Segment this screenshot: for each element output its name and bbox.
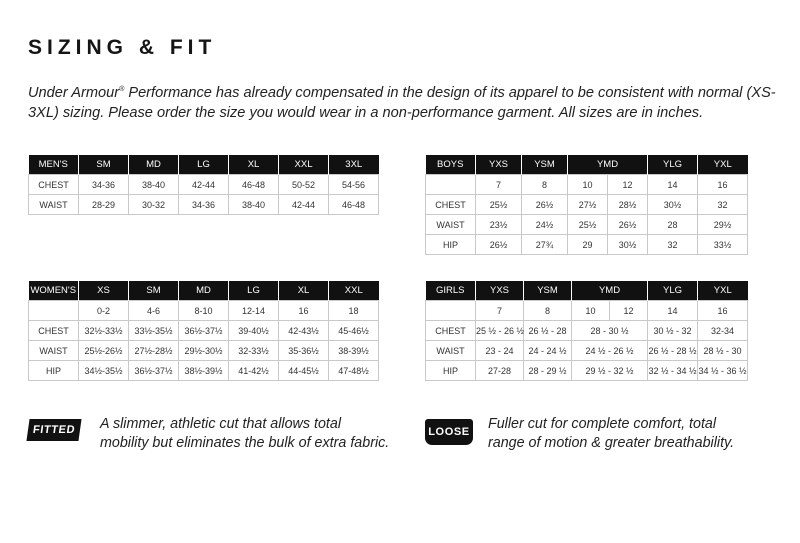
table-cell: 26 ½ - 28 xyxy=(524,321,572,341)
table-cell: 14 xyxy=(648,175,698,195)
boys-header-label: BOYS xyxy=(426,155,476,175)
girls-header-size: YXS xyxy=(476,281,524,301)
row-label: HIP xyxy=(426,361,476,381)
table-row xyxy=(426,175,748,195)
table-cell: 24½ xyxy=(522,215,568,235)
boys-header-size: YMD xyxy=(568,155,648,175)
table-cell: 38-39½ xyxy=(329,341,379,361)
loose-description-line: range of motion & greater breathability. xyxy=(488,435,735,451)
mens-header-size: SM xyxy=(79,155,129,175)
table-cell: 26½ xyxy=(608,215,648,235)
table-cell: 8 xyxy=(524,301,572,321)
fitted-badge: FITTED xyxy=(26,419,81,441)
table-cell: 4-6 xyxy=(129,301,179,321)
girls-size-table xyxy=(425,281,748,381)
registered-mark: ® xyxy=(119,86,125,93)
table-row xyxy=(29,301,379,321)
table-cell: 45-46½ xyxy=(329,321,379,341)
table-cell: 29 ½ - 32 ½ xyxy=(572,361,648,381)
table-row xyxy=(426,321,748,341)
table-cell: 27½-28½ xyxy=(129,341,179,361)
table-cell: 14 xyxy=(648,301,698,321)
table-cell: 27½ xyxy=(568,195,608,215)
row-label xyxy=(426,301,476,321)
table-row xyxy=(29,195,379,215)
table-cell: 42-44 xyxy=(179,175,229,195)
table-cell: 32 ½ - 34 ½ xyxy=(648,361,698,381)
girls-header-size: YMD xyxy=(572,281,648,301)
table-cell: 33½ xyxy=(698,235,748,255)
table-cell: 8-10 xyxy=(179,301,229,321)
table-cell: 34-36 xyxy=(179,195,229,215)
table-cell: 34-36 xyxy=(79,175,129,195)
table-cell: 16 xyxy=(698,301,748,321)
table-cell: 29½-30½ xyxy=(179,341,229,361)
table-cell: 12-14 xyxy=(229,301,279,321)
table-cell: 25 ½ - 26 ½ xyxy=(476,321,524,341)
boys-header-size: YLG xyxy=(648,155,698,175)
womens-header-row xyxy=(29,281,379,301)
boys-header-size: YSM xyxy=(522,155,568,175)
table-cell: 46-48 xyxy=(229,175,279,195)
table-row xyxy=(426,361,748,381)
table-cell: 25½ xyxy=(568,215,608,235)
table-cell: 25½ xyxy=(476,195,522,215)
table-cell: 12 xyxy=(610,301,648,321)
table-cell: 23 - 24 xyxy=(476,341,524,361)
fitted-description xyxy=(100,415,410,453)
table-cell: 10 xyxy=(572,301,610,321)
womens-header-size: LG xyxy=(229,281,279,301)
table-cell: 7 xyxy=(476,175,522,195)
table-row xyxy=(426,215,748,235)
intro-text: Performance has already compensated in the design of its apparel to be consistent with normal (XS-3XL) sizing. Please order the size you would wear in a non-performance garment. All sizes are in inches. xyxy=(28,84,776,121)
mens-header-size: LG xyxy=(179,155,229,175)
table-cell: 24 ½ - 26 ½ xyxy=(572,341,648,361)
table-row xyxy=(426,235,748,255)
girls-header-row xyxy=(426,281,748,301)
womens-header-size: XS xyxy=(79,281,129,301)
womens-header-label: WOMEN'S xyxy=(29,281,79,301)
table-cell: 26½ xyxy=(522,195,568,215)
table-cell: 12 xyxy=(608,175,648,195)
womens-header-size: MD xyxy=(179,281,229,301)
row-label: CHEST xyxy=(29,175,79,195)
row-label: WAIST xyxy=(29,195,79,215)
womens-header-size: SM xyxy=(129,281,179,301)
table-cell: 28 ½ - 30 xyxy=(698,341,748,361)
girls-header-size: YLG xyxy=(648,281,698,301)
table-cell: 34 ½ - 36 ½ xyxy=(698,361,748,381)
page-title: SIZING & FIT xyxy=(28,36,217,59)
table-cell: 42-44 xyxy=(279,195,329,215)
table-cell: 0-2 xyxy=(79,301,129,321)
table-row xyxy=(29,361,379,381)
table-cell: 28 - 30 ½ xyxy=(572,321,648,341)
table-cell: 10 xyxy=(568,175,608,195)
row-label: CHEST xyxy=(426,195,476,215)
table-cell: 16 xyxy=(279,301,329,321)
boys-size-table xyxy=(425,155,748,255)
table-cell: 27-28 xyxy=(476,361,524,381)
table-cell: 42-43½ xyxy=(279,321,329,341)
table-cell: 25½-26½ xyxy=(79,341,129,361)
table-cell: 38-40 xyxy=(229,195,279,215)
brand-name: Under Armour xyxy=(28,84,120,101)
table-cell: 50-52 xyxy=(279,175,329,195)
womens-header-size: XXL xyxy=(329,281,379,301)
boys-header-size: YXL xyxy=(698,155,748,175)
table-cell: 38½-39½ xyxy=(179,361,229,381)
mens-header-size: MD xyxy=(129,155,179,175)
table-cell: 36½-37½ xyxy=(129,361,179,381)
loose-badge: LOOSE xyxy=(425,419,473,445)
table-cell: 30½ xyxy=(648,195,698,215)
table-cell: 32 xyxy=(648,235,698,255)
table-cell: 26½ xyxy=(476,235,522,255)
table-cell: 24 - 24 ½ xyxy=(524,341,572,361)
table-cell: 23½ xyxy=(476,215,522,235)
row-label: HIP xyxy=(426,235,476,255)
row-label: WAIST xyxy=(29,341,79,361)
girls-header-size: YXL xyxy=(698,281,748,301)
loose-description xyxy=(488,415,788,453)
table-cell: 30 ½ - 32 xyxy=(648,321,698,341)
table-cell: 27¾ xyxy=(522,235,568,255)
table-cell: 28 - 29 ½ xyxy=(524,361,572,381)
table-cell: 46-48 xyxy=(329,195,379,215)
table-cell: 26 ½ - 28 ½ xyxy=(648,341,698,361)
row-label: CHEST xyxy=(426,321,476,341)
fitted-description-line: A slimmer, athletic cut that allows total xyxy=(100,416,342,432)
mens-header-label: MEN'S xyxy=(29,155,79,175)
table-row xyxy=(29,341,379,361)
table-cell: 54-56 xyxy=(329,175,379,195)
table-cell: 28 xyxy=(648,215,698,235)
womens-size-table xyxy=(28,281,379,381)
table-row xyxy=(29,175,379,195)
table-cell: 32-33½ xyxy=(229,341,279,361)
mens-header-size: XL xyxy=(229,155,279,175)
girls-header-label: GIRLS xyxy=(426,281,476,301)
table-cell: 39-40½ xyxy=(229,321,279,341)
intro-paragraph xyxy=(28,80,788,123)
mens-header-size: XXL xyxy=(279,155,329,175)
table-cell: 47-48½ xyxy=(329,361,379,381)
mens-header-row xyxy=(29,155,379,175)
table-cell: 29 xyxy=(568,235,608,255)
table-cell: 28-29 xyxy=(79,195,129,215)
row-label xyxy=(29,301,79,321)
girls-header-size: YSM xyxy=(524,281,572,301)
womens-header-size: XL xyxy=(279,281,329,301)
table-row xyxy=(426,195,748,215)
table-cell: 7 xyxy=(476,301,524,321)
boys-header-size: YXS xyxy=(476,155,522,175)
table-cell: 35-36½ xyxy=(279,341,329,361)
table-cell: 32½-33½ xyxy=(79,321,129,341)
boys-header-row xyxy=(426,155,748,175)
row-label: CHEST xyxy=(29,321,79,341)
table-cell: 44-45½ xyxy=(279,361,329,381)
table-cell: 29½ xyxy=(698,215,748,235)
table-cell: 33½-35½ xyxy=(129,321,179,341)
table-cell: 8 xyxy=(522,175,568,195)
fitted-description-line: mobility but eliminates the bulk of extra fabric. xyxy=(100,435,390,451)
table-cell: 41-42½ xyxy=(229,361,279,381)
table-cell: 30-32 xyxy=(129,195,179,215)
table-cell: 38-40 xyxy=(129,175,179,195)
table-row xyxy=(29,321,379,341)
table-cell: 32 xyxy=(698,195,748,215)
table-cell: 28½ xyxy=(608,195,648,215)
row-label: HIP xyxy=(29,361,79,381)
row-label: WAIST xyxy=(426,215,476,235)
row-label xyxy=(426,175,476,195)
table-cell: 18 xyxy=(329,301,379,321)
mens-size-table xyxy=(28,155,379,215)
table-cell: 36½-37½ xyxy=(179,321,229,341)
row-label: WAIST xyxy=(426,341,476,361)
table-row xyxy=(426,341,748,361)
table-cell: 32-34 xyxy=(698,321,748,341)
table-cell: 30½ xyxy=(608,235,648,255)
mens-header-size: 3XL xyxy=(329,155,379,175)
table-cell: 34½-35½ xyxy=(79,361,129,381)
loose-description-line: Fuller cut for complete comfort, total xyxy=(488,416,717,432)
table-cell: 16 xyxy=(698,175,748,195)
table-row xyxy=(426,301,748,321)
